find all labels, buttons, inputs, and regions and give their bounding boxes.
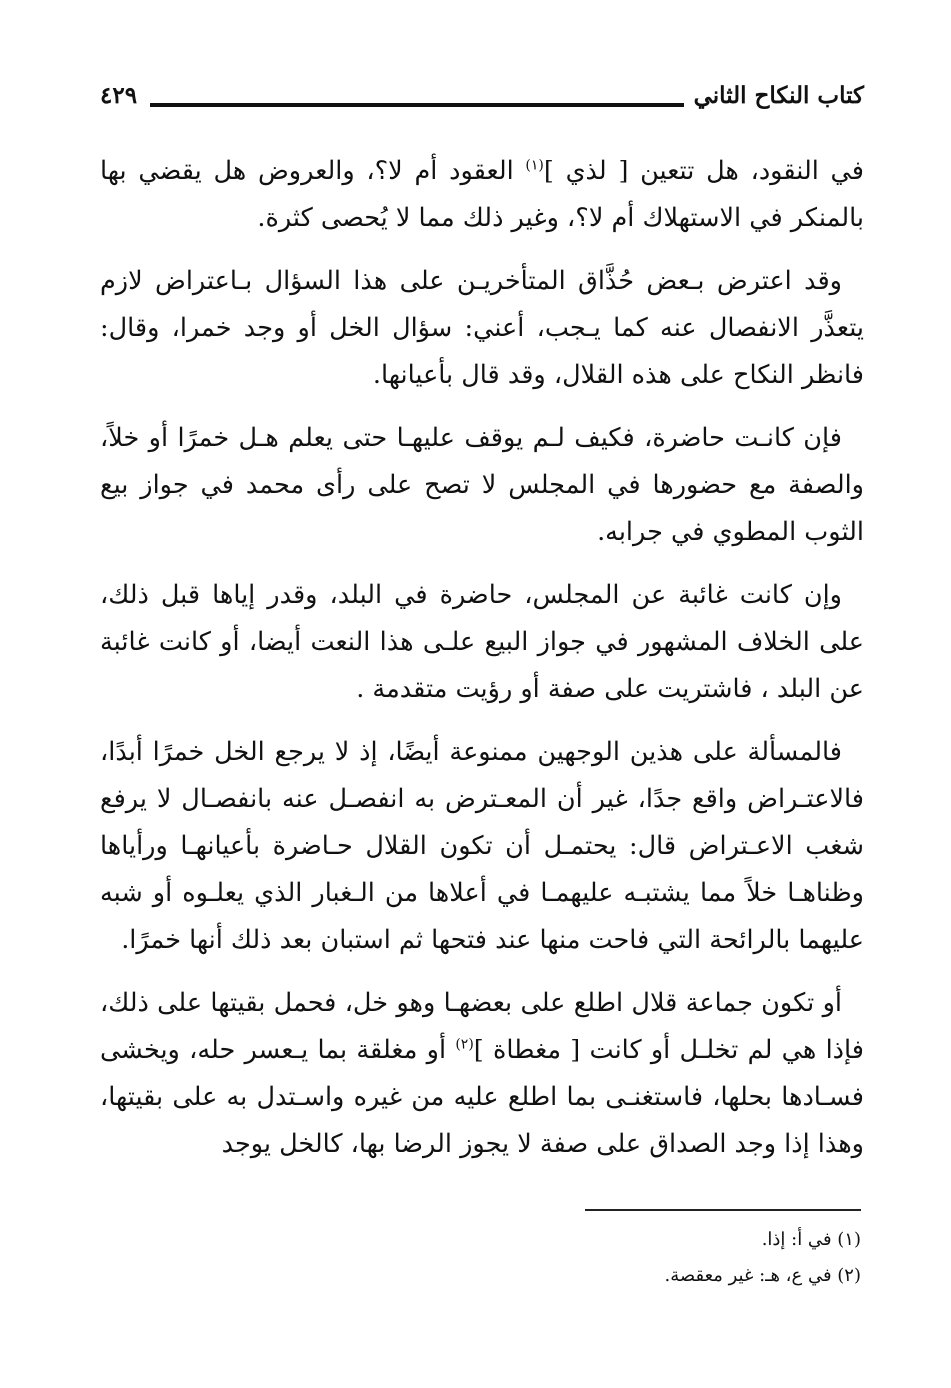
footnotes (261, 1222, 861, 1294)
paragraph-text: أو تكون جماعة قلال اطلع على بعضهـا وهو خل، فحمل بقيتها على ذلك، فإذا هي لم تخلـل أو كانت [ مغطاة ] (100, 988, 864, 1065)
footnote-ref: (٢) (455, 1036, 474, 1053)
footnote-ref: (١) (525, 157, 544, 174)
paragraph-text: وقد اعترض بـعض حُذَّاق المتأخريـن على هذا السؤال بـاعتراض لازم يتعذَّر الانفصال عنه كما يـجب، أعني: سؤال الخل أو وجد خمرا، وقال: فانظر النكاح على هذه القلال، وقد قال بأعيانها. (100, 266, 864, 390)
book-title: كتاب النكاح الثاني (693, 82, 864, 109)
paragraph (100, 148, 864, 242)
paragraph (100, 258, 864, 399)
paragraph (100, 729, 864, 964)
paragraph-text: وإن كانت غائبة عن المجلس، حاضرة في البلد، وقدر إياها قبل ذلك، على الخلاف المشهور في جواز البيع علـى هذا النعت أيضا، أو كانت غائبة عن البلد ، فاشتريت على صفة أو رؤيت متقدمة . (100, 580, 864, 704)
paragraph (100, 572, 864, 713)
paragraph-text: فالمسألة على هذين الوجهين ممنوعة أيضًا، إذ لا يرجع الخل خمرًا أبدًا، فالاعتـراض واقع جدًا، غير أن المعـترض به انفصـل عنه بانفصـال لا يرفع شغب الاعـتراض قال: يحتمـل أن تكون القلال حـاضرة بأعيانهـا ورأياها وظناهـا خلاً مما يشتبـه عليهمـا في أعلاها من الـغبار الذي يعلـوه أو شبه عليهما بالرائحة التي فاحت منها عند فتحها ثم استبان بعد ذلك أنها خمرًا. (100, 737, 864, 955)
footnote: (٢) في ع، هـ: غير معقصة. (664, 1265, 861, 1286)
running-header (100, 76, 864, 132)
paragraph-text: فإن كانـت حاضرة، فكيف لـم يوقف عليهـا حتى يعلم هـل خمرًا أو خلاً، والصفة مع حضورها في المجلس لا تصح على رأى محمد في جواز بيع الثوب المطوي في جرابه. (100, 423, 864, 547)
paragraph-text: في النقود، هل تتعين [ لذي ] (543, 156, 864, 186)
paragraph (100, 980, 864, 1168)
paragraph-text: العقود أم لا؟، والعروض هل يقضي بها بالمنكر في الاستهلاك أم لا؟، وغير ذلك مما لا يُحصى كثرة. (100, 156, 864, 233)
paragraph (100, 415, 864, 556)
footnote-separator (585, 1209, 861, 1211)
paragraph-text: أو مغلقة بما يـعسر حله، ويخشى فسـادها بحلها، فاستغنـى بما اطلع عليه من غيره واسـتدل به على بقيتها، وهذا إذا وجد الصداق على صفة لا يجوز الرضا بها، كالخل يوجد (100, 1035, 864, 1159)
footnote: (١) في أ: إذا. (761, 1229, 861, 1250)
header-rule (150, 103, 684, 107)
page-number: ٤٢٩ (100, 82, 138, 109)
main-text (100, 148, 864, 1184)
